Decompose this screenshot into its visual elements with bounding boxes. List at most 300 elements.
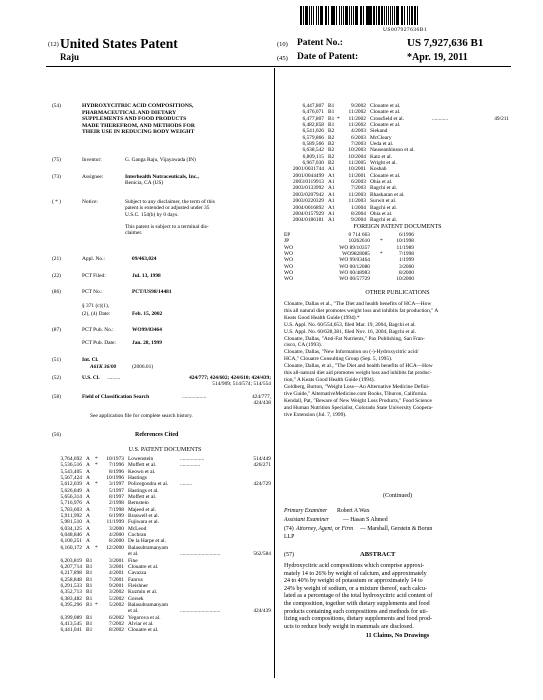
reference-num: 6,589,566 (302, 141, 324, 148)
other-publication-line: this all natural diet promotes weight loss and inhibits fat production," A (284, 307, 439, 314)
barcode-bar (381, 6, 383, 25)
foreign-reference-c: WO (284, 244, 293, 251)
barcode-bar (306, 6, 308, 25)
foreign-reference-num: WO 89/10357 (339, 244, 370, 251)
inventor-surname: Raju (60, 52, 80, 62)
reference-name: Ueda et al. (370, 141, 394, 148)
reference-name: De la Harpe et al. (128, 538, 166, 545)
foreign-reference-c: JP (284, 238, 290, 245)
barcode-bar (373, 6, 375, 25)
reference-name: McCleary (370, 134, 392, 141)
reference-name: Hastings et al. (128, 487, 159, 494)
reference-date: 6/2003 (351, 179, 366, 186)
reference-date: 12/2000 (106, 544, 124, 551)
reference-name: Siekand (370, 128, 388, 135)
reference-k: A (86, 475, 90, 482)
notice-line: This patent is subject to a terminal dis- (125, 224, 209, 231)
reference-date: 11/1999 (106, 519, 124, 526)
notice-line: patent is extended or adjusted under 35 (125, 205, 210, 212)
reference-row (52, 627, 271, 633)
other-publication-line: Goldberg, Burton, "Weight Loss—An Alternative Medicine Defini- (284, 383, 430, 390)
reference-name: Clouatre et al. (370, 122, 401, 129)
reference-k: A1 (328, 204, 335, 211)
field-87-code: (87) (52, 327, 61, 333)
section-371-date-label: (2), (4) Date: (82, 311, 111, 317)
barcode-bar (318, 6, 319, 25)
primary-examiner-label: Primary Examiner (284, 508, 328, 514)
reference-cls: 424/729 (253, 481, 271, 488)
reference-name: Keown et al. (128, 468, 156, 475)
reference-k: A (86, 481, 90, 488)
reference-dots: .................. (180, 456, 205, 462)
reference-num: 6,447,807 (302, 103, 324, 109)
us-cl-label: U.S. Cl. (82, 375, 100, 381)
reference-name: Hastings (128, 475, 147, 482)
reference-k: A (86, 513, 90, 520)
reference-name: Katz et al. (370, 153, 392, 160)
section-371-date: Feb. 15, 2002 (132, 311, 163, 317)
reference-s: * (95, 601, 98, 608)
foreign-reference-c: WO (284, 276, 293, 283)
reference-k: B1 (328, 103, 335, 109)
foreign-reference-num: 0 714 663 (348, 232, 370, 238)
inventor-value: G. Ganga Raju, Vijayawada (IN) (125, 157, 196, 163)
reference-date: 4/2001 (109, 570, 124, 577)
foreign-reference-num: WO 00/48983 (339, 270, 370, 277)
reference-name: Clouatre et al. (128, 563, 159, 570)
reference-k: B1 (86, 589, 93, 596)
reference-date: 6/2002 (109, 614, 124, 621)
reference-dots: ......... (180, 481, 193, 488)
reference-date: 6/2003 (351, 134, 366, 141)
reference-date: 7/1996 (109, 462, 124, 469)
reference-num: 6,638,542 (302, 147, 324, 154)
other-publication-line: HCA," Clouatre Consulting Group (Sep. 5, 1995). (284, 356, 393, 363)
reference-k: A (86, 532, 90, 539)
barcode-bar (417, 6, 418, 25)
reference-num: 6,352,713 (60, 589, 82, 596)
reference-k: B1 (86, 557, 93, 564)
reference-name: Moffett et al. (128, 462, 157, 469)
reference-name: Fanrus (128, 576, 143, 583)
reference-s: * (95, 456, 98, 462)
us-reference-list (52, 456, 271, 634)
pct-pub-date-value: Jan. 28, 1999 (132, 340, 162, 346)
reference-date: 3/2002 (109, 589, 124, 596)
header-code-45: (45) (277, 55, 288, 62)
patent-number: US 7,927,636 B1 (407, 37, 484, 49)
search-history-note: See application file for complete search history. (90, 413, 193, 419)
barcode-bar (300, 6, 302, 25)
reference-name: Clouatre et al. (370, 103, 401, 109)
reference-date: 3/2001 (109, 557, 124, 564)
reference-date: 9/2002 (351, 103, 366, 109)
foreign-reference-date: 11/1989 (396, 244, 414, 251)
foreign-reference-date: 7/1998 (399, 251, 414, 258)
reference-name: Alviar et al. (128, 620, 154, 627)
foreign-reference-c: EP (284, 232, 291, 238)
reference-date: 6/1999 (109, 513, 124, 520)
foreign-reference-row (284, 276, 511, 282)
reference-name: Moffett et al. (128, 494, 157, 501)
reference-dots: .............................. (180, 608, 221, 615)
reference-k: B2 (328, 147, 335, 154)
barcode-bar (404, 6, 405, 25)
abstract-code: (57) (284, 552, 294, 558)
reference-name: Clouatre et al. (370, 109, 401, 116)
notice-text (125, 199, 215, 237)
us-patent-docs-heading: U.S. PATENT DOCUMENTS (128, 447, 202, 453)
reference-name: Policegoudra et al. (128, 481, 169, 488)
reference-num: 5,612,039 (60, 481, 82, 488)
other-publication-line: Clouatre, Dallas, "New Information on (-)-Hydroxycitric acid/ (284, 349, 419, 356)
reference-k: A (86, 538, 90, 545)
barcode-bar (397, 6, 399, 25)
barcode-bar (343, 6, 344, 25)
reference-cls: 426/271 (253, 462, 271, 469)
reference-k: B1 (86, 601, 93, 608)
reference-date: 9/2004 (351, 217, 366, 224)
reference-num: 2004/0157929 (292, 210, 324, 217)
reference-k: B1 (86, 582, 93, 589)
reference-num: 5,536,516 (60, 462, 82, 469)
barcode-bar (303, 6, 304, 25)
other-publication-line: tion," A Keats Good Health Guide (1994). (284, 376, 375, 383)
reference-num: 5,911,992 (60, 513, 82, 520)
reference-k: B2 (328, 160, 335, 167)
reference-k: A1 (328, 185, 335, 192)
reference-name: Cochran (128, 532, 147, 539)
reference-k: B1 (86, 614, 93, 621)
reference-name: et al. (128, 551, 139, 558)
notice-code: ( * ) (52, 199, 61, 205)
reference-name: Bhaskaran et al. (370, 191, 405, 198)
assignee-name: Interhealth Nutraceuticals, Inc., (125, 174, 199, 180)
field-51-code: (51) (52, 357, 61, 363)
reference-k: B1 (86, 576, 93, 583)
reference-num: 6,383,482 (60, 595, 82, 602)
barcode-bar (390, 6, 391, 25)
reference-num: 6,967,030 (302, 160, 324, 167)
reference-name: Cavazza (128, 570, 147, 577)
reference-num: 2003/0119913 (293, 179, 324, 186)
invention-title-line: HYDROXYCITRIC ACID COMPOSITIONS, (82, 103, 194, 109)
field-of-search-values (220, 394, 271, 407)
reference-date: 4/2000 (109, 532, 124, 539)
field-58-code: (58) (52, 394, 61, 400)
reference-date: 10/2003 (348, 147, 366, 154)
reference-name: Gorsek (128, 595, 144, 602)
other-publication-line: Clouatre, Dallas, et al., "The Diet and health benefits of HCA—How (284, 363, 433, 370)
reference-name: Yegorova et al. (128, 614, 161, 621)
foreign-reference-num: WO 00/12080 (339, 263, 370, 270)
reference-num: 6,413,545 (60, 620, 82, 627)
continued-note: (Continued) (383, 493, 412, 499)
reference-date: 8/1997 (109, 494, 124, 501)
reference-name: Bagchi et al. (370, 185, 398, 192)
reference-row (284, 217, 511, 223)
reference-num: 6,441,041 (60, 627, 82, 634)
reference-name: Nauseanhinson et al. (370, 147, 415, 154)
notice-line: Subject to any disclaimer, the term of this (125, 199, 215, 205)
reference-date: 8/2004 (351, 210, 366, 217)
reference-k: A1 (328, 172, 335, 179)
barcode-bar (326, 6, 327, 25)
reference-k: B1 (86, 595, 93, 602)
reference-num: 6,809,115 (302, 153, 324, 160)
appl-no-value: 09/463,024 (132, 256, 157, 262)
reference-name: Kuzmin et al. (128, 589, 158, 596)
foreign-reference-c: WO (284, 270, 293, 277)
other-publications-text (284, 301, 511, 418)
reference-cls: 424/439 (253, 608, 271, 615)
barcode-bar (379, 6, 380, 25)
pct-no-label: PCT No.: (82, 289, 103, 295)
reference-date: 3/1997 (109, 481, 124, 488)
pct-filed-label: PCT Filed: (82, 273, 106, 279)
reference-date: 11/2003 (348, 191, 366, 198)
foreign-reference-num: WO9828085 (342, 251, 370, 258)
reference-date: 8/2002 (109, 627, 124, 634)
reference-date: 11/2005 (348, 160, 366, 167)
reference-name: Fleishner (128, 582, 149, 589)
patent-no-label: Patent No.: (297, 38, 343, 48)
attorney-code: (74) (284, 526, 294, 532)
pct-filed-value: Jul. 13, 1998 (132, 273, 161, 279)
us-cl-dots: .......... (107, 375, 121, 381)
reference-name: Crossfield et al. (370, 115, 404, 122)
reference-name: Ohia et al. (370, 210, 393, 217)
barcode (300, 6, 510, 26)
other-publication-line: U.S. Appl. No. 60/628,381, filed Nov. 16, 2004, Bagchi et al. (284, 328, 417, 335)
reference-date: 3/2001 (109, 563, 124, 570)
field-of-search-line: 424/438 (253, 400, 271, 407)
reference-k: A (86, 468, 90, 475)
reference-name: Majeed et al. (128, 506, 156, 513)
reference-date: 2/1998 (109, 500, 124, 507)
other-publication-line: this all-natural diet aid promotes weight loss and inhibits fat produc- (284, 370, 432, 377)
foreign-reference-date: 1/1999 (399, 257, 414, 264)
barcode-bar (414, 6, 416, 25)
reference-num: 6,217,898 (60, 570, 82, 577)
other-publications-heading: OTHER PUBLICATIONS (365, 290, 430, 296)
column-divider (274, 68, 275, 678)
reference-num: 5,543,405 (60, 468, 82, 475)
reference-name: Braswell et al. (128, 513, 159, 520)
reference-s: * (95, 462, 98, 469)
barcode-bar (355, 6, 357, 25)
abstract-line: 24 to 40% by weight of potassium or approximately 14 to (284, 578, 423, 585)
abstract-line: 24% by weight of sodium, or a mixture thereof, each calcu- (284, 585, 427, 592)
barcode-bars (300, 6, 510, 25)
foreign-reference-c: WO (284, 263, 293, 270)
foreign-reference-s: * (380, 238, 383, 245)
reference-date: 8/1996 (109, 468, 124, 475)
reference-name: Kosbab (370, 166, 387, 173)
attorney-label: Attorney, Agent, or Firm (296, 526, 354, 532)
reference-num: 2003/0207942 (292, 191, 324, 198)
reference-date: 7/1998 (109, 506, 124, 513)
reference-name: et al. (128, 608, 139, 615)
reference-date: 1/2004 (351, 204, 366, 211)
assignee-label: Assignee: (82, 174, 104, 180)
notice-line: U.S.C. 154(b) by 0 days. (125, 211, 179, 218)
notice-line: claimer. (125, 230, 143, 237)
reference-name: Bagchi et al. (370, 217, 398, 224)
foreign-reference-s: * (380, 251, 383, 258)
reference-num: 2004/0186181 (292, 217, 324, 224)
reference-k: B1 (328, 115, 335, 122)
reference-num: 6,034,125 (60, 525, 82, 532)
invention-title-line: THEIR USE IN REDUCING BODY WEIGHT (82, 129, 195, 136)
reference-cls: 562/584 (253, 551, 271, 558)
other-publication-line: Kendall, Pat, "Beware of New Weight Loss Products," Food Science (284, 397, 432, 404)
other-publication-line: Clouatre, Dallas et al., "The Diet and health benefits of HCA—How (284, 301, 432, 307)
reference-num: 6,395,296 (60, 601, 82, 608)
pct-pub-no-value: WO99/03464 (132, 327, 162, 333)
foreign-reference-date: 10/1998 (396, 238, 414, 245)
reference-num: 2003/0220329 (292, 198, 324, 205)
reference-k: A (86, 544, 90, 551)
foreign-reference-list (284, 232, 511, 283)
reference-date: 10/2001 (348, 166, 366, 173)
reference-num: 2001/0044499 (292, 172, 324, 179)
reference-date: 10/1996 (106, 475, 124, 482)
foreign-reference-num: WO 00/57729 (339, 276, 370, 283)
reference-date: 7/2002 (109, 620, 124, 627)
reference-k: A (86, 494, 90, 501)
barcode-bar (363, 6, 364, 25)
reference-k: A (86, 500, 90, 507)
reference-k: A1 (328, 210, 335, 217)
barcode-bar (388, 6, 389, 25)
reference-num: 5,656,314 (60, 494, 82, 501)
reference-num: 6,476,071 (302, 109, 324, 116)
reference-k: A1 (328, 179, 335, 186)
reference-num: 5,783,603 (60, 506, 82, 513)
reference-date: 5/2002 (109, 595, 124, 602)
reference-num: 2004/0016892 (292, 204, 324, 211)
date-of-patent: *Apr. 19, 2011 (407, 52, 468, 63)
reference-num: 6,291,533 (60, 582, 82, 589)
reference-k: A (86, 506, 90, 513)
header-code-10: (10) (277, 41, 288, 48)
reference-dots: ............... (180, 462, 201, 469)
invention-title-line: PHARMACEUTICAL AND DIETARY (82, 109, 177, 116)
reference-k: A (86, 456, 90, 462)
reference-name: Wright et al. (370, 160, 397, 167)
reference-k: B1 (328, 109, 335, 116)
reference-date: 11/2002 (348, 109, 366, 116)
references-cited-label: References Cited (135, 432, 179, 438)
reference-num: 6,482,858 (302, 122, 324, 129)
header-divider (46, 66, 511, 67)
foreign-reference-date: 3/2000 (399, 263, 414, 270)
reference-k: B2 (328, 128, 335, 135)
reference-k: A1 (328, 166, 335, 173)
field-22-code: (22) (52, 273, 61, 279)
reference-num: 3,764,692 (60, 456, 82, 462)
patent-type-title: United States Patent (60, 36, 178, 51)
date-of-patent-label: Date of Patent: (297, 52, 359, 62)
reference-date: 7/2001 (109, 576, 124, 583)
barcode-number: US007927636B1 (382, 27, 428, 33)
field-73-code: (73) (52, 174, 61, 180)
abstract-line: products containing such compositions and methods for uti- (284, 608, 428, 615)
abstract-line: lated as a percentage of the total hydroxycitric acid content of (284, 593, 433, 600)
reference-k: B1 (86, 570, 93, 577)
reference-k: B1 (86, 627, 93, 634)
reference-num: 6,399,089 (60, 614, 82, 621)
reference-name: Ohia et al. (370, 179, 393, 186)
reference-s: * (95, 481, 98, 488)
pct-no-value: PCT/US98/14481 (132, 289, 172, 295)
assignee-location: Benicia, CA (US) (125, 180, 164, 187)
reference-s: * (337, 115, 340, 122)
reference-dots: .............................. (180, 551, 221, 558)
reference-name: Bernstein (128, 500, 149, 507)
reference-num: 5,567,424 (60, 475, 82, 482)
attorney-name-cont: LLP (284, 534, 295, 540)
reference-name: McLeod (128, 525, 147, 532)
reference-name: Clouatre et al. (128, 627, 159, 634)
field-54-code: (54) (52, 103, 61, 109)
reference-date: 7/2003 (351, 141, 366, 148)
reference-cls: 49/211 (494, 115, 509, 122)
barcode-bar (357, 6, 358, 25)
other-publication-line: Clouatre, Dallas, "Anti-Fat Nutrients," Pax Publishing, San Fran- (284, 335, 425, 342)
reference-name: Surwit et al. (370, 198, 397, 205)
barcode-bar (346, 6, 348, 25)
barcode-bar (313, 6, 314, 25)
reference-k: A (86, 487, 90, 494)
reference-date: 5/1997 (109, 487, 124, 494)
field-86-code: (86) (52, 289, 61, 295)
reference-date: 11/2002 (348, 115, 366, 122)
barcode-bar (336, 6, 337, 25)
appl-no-label: Appl. No.: (82, 256, 105, 262)
int-cl-label: Int. Cl. (82, 357, 99, 363)
reference-k: B1 (86, 620, 93, 627)
reference-k: B1 (328, 122, 335, 129)
barcode-bar (328, 6, 329, 25)
assistant-examiner-label: Assistant Examiner (284, 517, 329, 523)
reference-k: B2 (328, 141, 335, 148)
reference-cls: 514/449 (253, 456, 271, 462)
reference-num: 6,100,251 (60, 538, 82, 545)
reference-k: A1 (328, 217, 335, 224)
attorney-name: — Marshall, Gerstein & Borun (360, 526, 433, 532)
reference-k: B2 (328, 134, 335, 141)
reference-date: 11/2001 (348, 172, 366, 179)
reference-k: A (86, 519, 90, 526)
foreign-reference-date: 6/1996 (399, 232, 414, 238)
reference-num: 6,207,714 (60, 563, 82, 570)
reference-num: 6,258,848 (60, 576, 82, 583)
reference-name: Fine (128, 557, 138, 564)
reference-k: A (86, 525, 90, 532)
reference-name: Balasubramanyam (128, 601, 169, 608)
reference-num: 5,626,849 (60, 487, 82, 494)
field-75-code: (75) (52, 157, 61, 163)
barcode-bar (321, 6, 323, 25)
field-of-search-line: 424/777, (251, 394, 271, 400)
abstract-line: the composition, together with dietary supplements and food (284, 600, 430, 607)
foreign-reference-c: WO (284, 251, 293, 258)
abstract-line: ucts to reduce body weight in mammals are disclosed. (284, 623, 414, 630)
reference-num: 5,981,510 (60, 519, 82, 526)
foreign-reference-num: 10262610 (348, 238, 370, 245)
